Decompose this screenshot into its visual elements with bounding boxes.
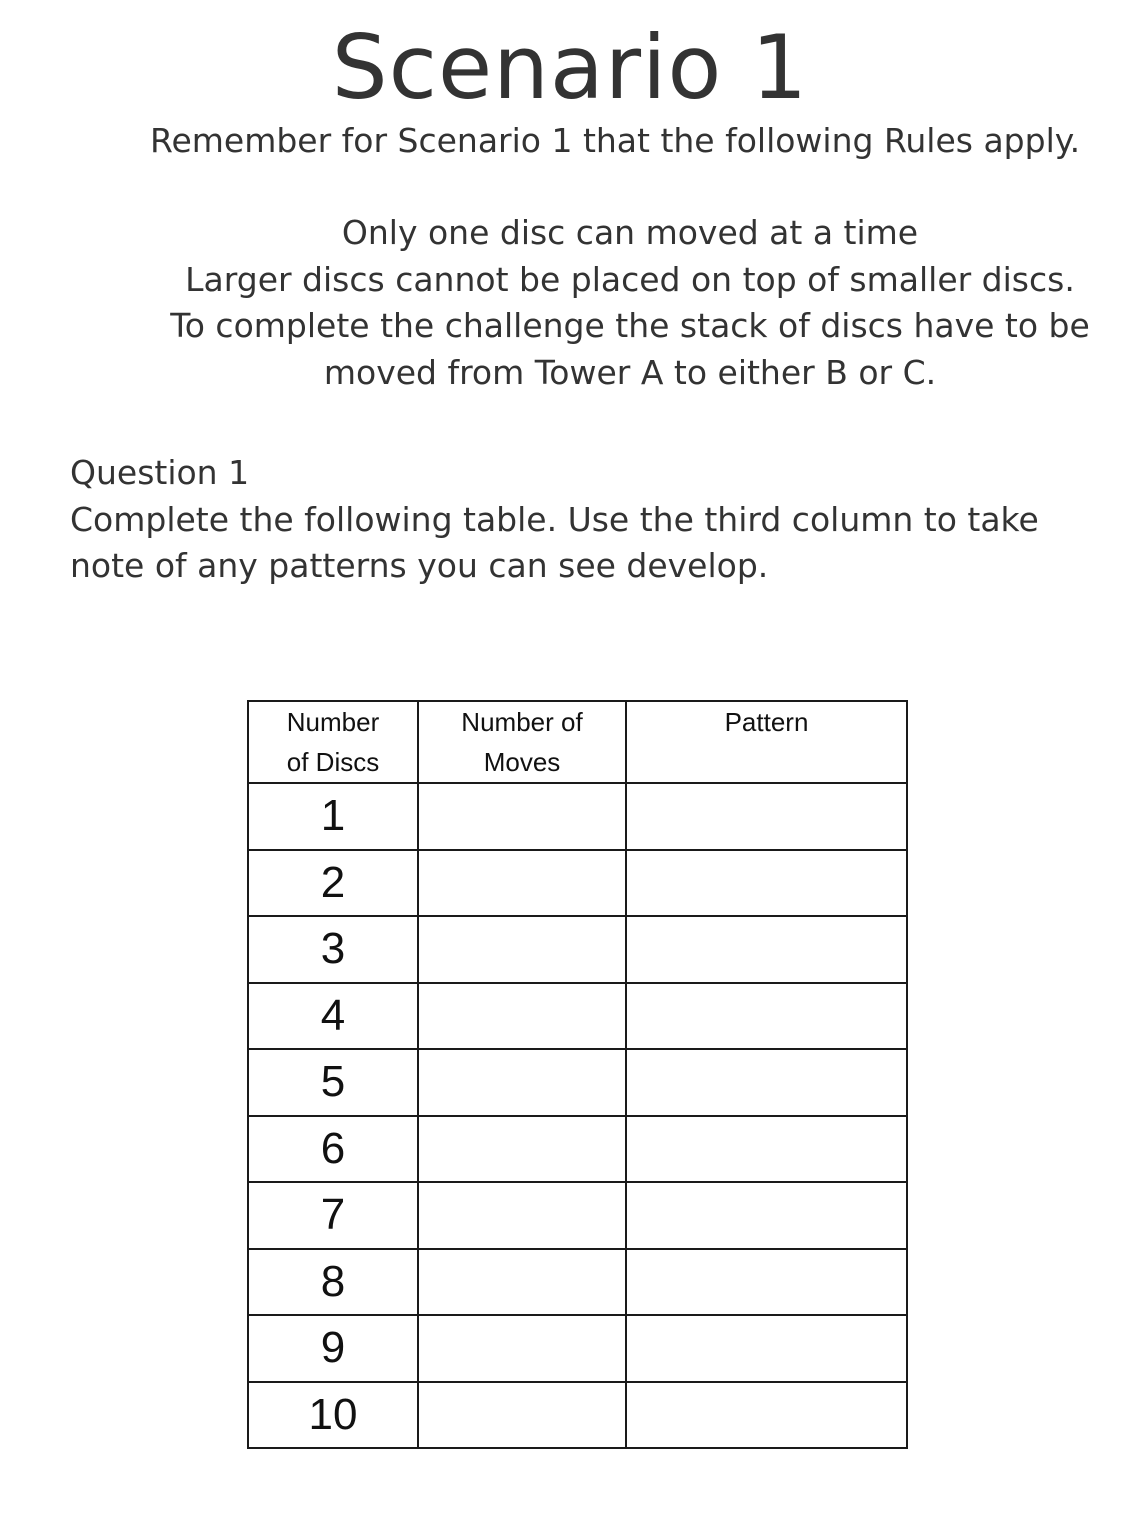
moves-table — [247, 700, 908, 1449]
moves-cell[interactable] — [418, 1249, 626, 1316]
pattern-cell[interactable] — [626, 783, 907, 850]
intro-text: Remember for Scenario 1 that the following Rules apply. — [150, 121, 1081, 160]
table-row — [248, 783, 907, 850]
table-row — [248, 1182, 907, 1249]
moves-cell[interactable] — [418, 1182, 626, 1249]
page-title: Scenario 1 — [331, 16, 809, 119]
pattern-cell[interactable] — [626, 1382, 907, 1449]
rule-line: Only one disc can moved at a time — [341, 213, 919, 252]
rule-line: moved from Tower A to either B or C. — [323, 352, 937, 392]
rule-line: Larger discs cannot be placed on top of smaller discs. — [185, 259, 1075, 299]
pattern-cell[interactable] — [626, 1315, 907, 1382]
rules-list — [90, 210, 1140, 396]
disc-count-cell: 2 — [248, 850, 418, 917]
disc-count-cell: 8 — [248, 1249, 418, 1316]
pattern-cell[interactable] — [626, 983, 907, 1050]
disc-count-cell: 9 — [248, 1315, 418, 1382]
disc-count-cell: 5 — [248, 1049, 418, 1116]
pattern-cell[interactable] — [626, 1249, 907, 1316]
pattern-cell[interactable] — [626, 1049, 907, 1116]
pattern-cell[interactable] — [626, 850, 907, 917]
question-text: Complete the following table. Use the third column to take — [70, 499, 1039, 539]
disc-count-cell: 7 — [248, 1182, 418, 1249]
moves-cell[interactable] — [418, 783, 626, 850]
disc-count-cell: 3 — [248, 916, 418, 983]
header-number-of-discs — [248, 701, 418, 783]
header-pattern — [626, 701, 907, 783]
table-row — [248, 983, 907, 1050]
question-block — [70, 450, 1110, 590]
moves-cell[interactable] — [418, 850, 626, 917]
rule-line: To complete the challenge the stack of discs have to be — [170, 306, 1090, 345]
header-text: of Discs — [286, 747, 380, 777]
table-body — [248, 783, 907, 1448]
moves-cell[interactable] — [418, 916, 626, 983]
moves-cell[interactable] — [418, 983, 626, 1050]
pattern-cell[interactable] — [626, 1116, 907, 1183]
question-text: note of any patterns you can see develop. — [70, 546, 769, 585]
header-text: Number of — [461, 707, 583, 737]
pattern-cell[interactable] — [626, 916, 907, 983]
table-row — [248, 1249, 907, 1316]
header-text: Moves — [483, 747, 561, 777]
table-row — [248, 916, 907, 983]
table-header-row — [248, 701, 907, 783]
pattern-cell[interactable] — [626, 1182, 907, 1249]
moves-cell[interactable] — [418, 1116, 626, 1183]
table-row — [248, 1049, 907, 1116]
disc-count-cell: 10 — [248, 1382, 418, 1449]
header-text: Number — [286, 707, 380, 737]
moves-cell[interactable] — [418, 1315, 626, 1382]
moves-cell[interactable] — [418, 1382, 626, 1449]
disc-count-cell: 4 — [248, 983, 418, 1050]
disc-count-cell: 6 — [248, 1116, 418, 1183]
header-text: Pattern — [724, 707, 809, 737]
moves-cell[interactable] — [418, 1049, 626, 1116]
table-row — [248, 1382, 907, 1449]
header-number-of-moves — [418, 701, 626, 783]
disc-count-cell: 1 — [248, 783, 418, 850]
table-row — [248, 1315, 907, 1382]
table-row — [248, 850, 907, 917]
question-heading: Question 1 — [70, 453, 250, 492]
table-row — [248, 1116, 907, 1183]
